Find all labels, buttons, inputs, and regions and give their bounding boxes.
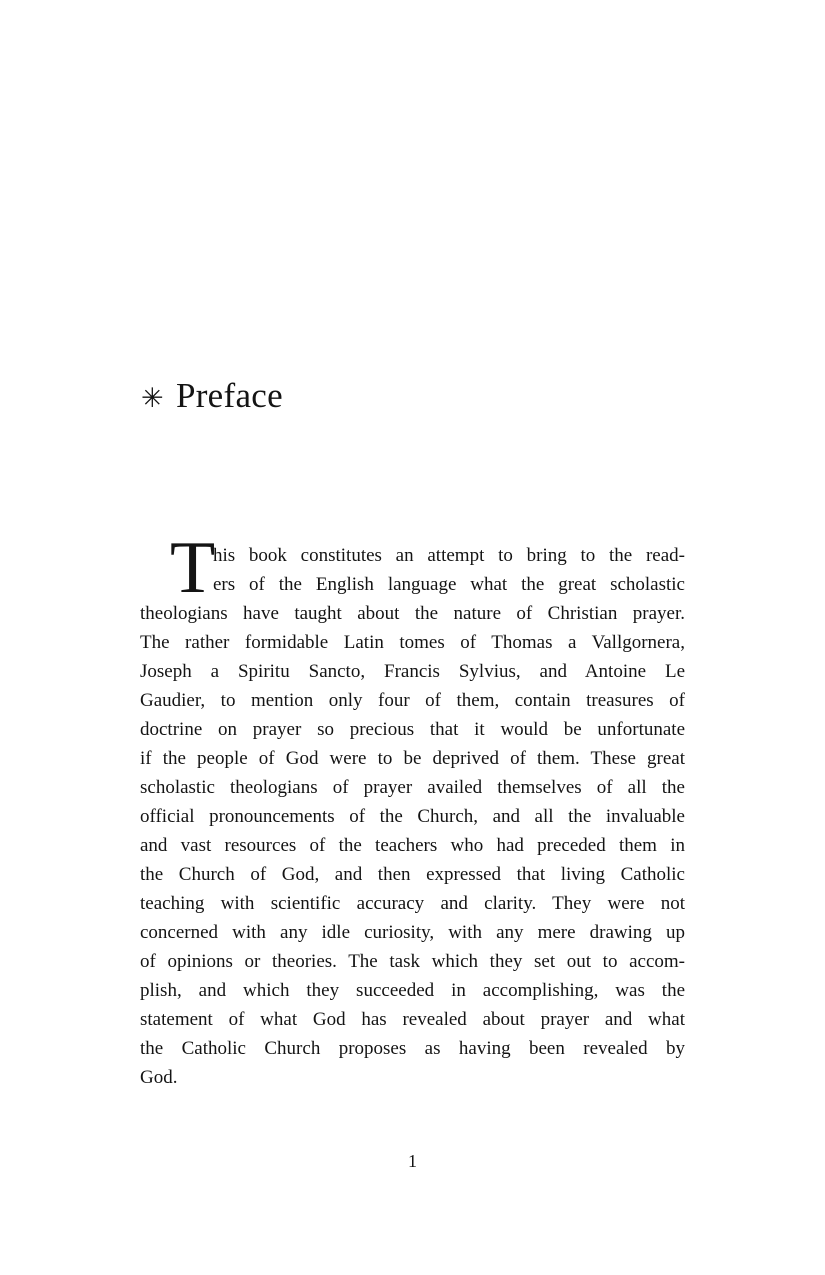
text-line: doctrine on prayer so precious that it would be unfortunate (140, 719, 685, 740)
text-line: the Catholic Church proposes as having been revealed by (140, 1038, 685, 1059)
page-number: 1 (408, 1151, 417, 1171)
drop-cap: T (170, 527, 216, 609)
eight-spoked-asterisk-icon: ✳ (141, 383, 164, 414)
text-line: God. (140, 1067, 178, 1088)
text-line: The rather formidable Latin tomes of Thomas a Vallgornera, (140, 632, 685, 653)
text-line: teaching with scientific accuracy and clarity. They were not (140, 893, 685, 914)
text-line: scholastic theologians of prayer availed themselves of all the (140, 777, 685, 798)
preface-paragraph (140, 527, 685, 1092)
text-line: theologians have taught about the nature of Christian prayer. (140, 603, 685, 624)
text-line: of opinions or theories. The task which they set out to accom- (140, 951, 685, 972)
text-line: official pronouncements of the Church, and all the invaluable (140, 806, 685, 827)
text-line: if the people of God were to be deprived of them. These great (140, 748, 685, 769)
text-line: statement of what God has revealed about prayer and what (140, 1009, 685, 1030)
chapter-heading (141, 376, 283, 416)
text-line: concerned with any idle curiosity, with any mere drawing up (140, 922, 685, 943)
text-line: his book constitutes an attempt to bring to the read- (213, 545, 685, 566)
text-line: and vast resources of the teachers who had preceded them in (140, 835, 685, 856)
text-line: Joseph a Spiritu Sancto, Francis Sylvius, and Antoine Le (140, 661, 685, 682)
text-line: plish, and which they succeeded in accomplishing, was the (140, 980, 685, 1001)
text-line: the Church of God, and then expressed that living Catholic (140, 864, 685, 885)
text-line: ers of the English language what the great scholastic (213, 574, 685, 595)
text-line: Gaudier, to mention only four of them, contain treasures of (140, 690, 685, 711)
chapter-title: Preface (175, 376, 283, 415)
